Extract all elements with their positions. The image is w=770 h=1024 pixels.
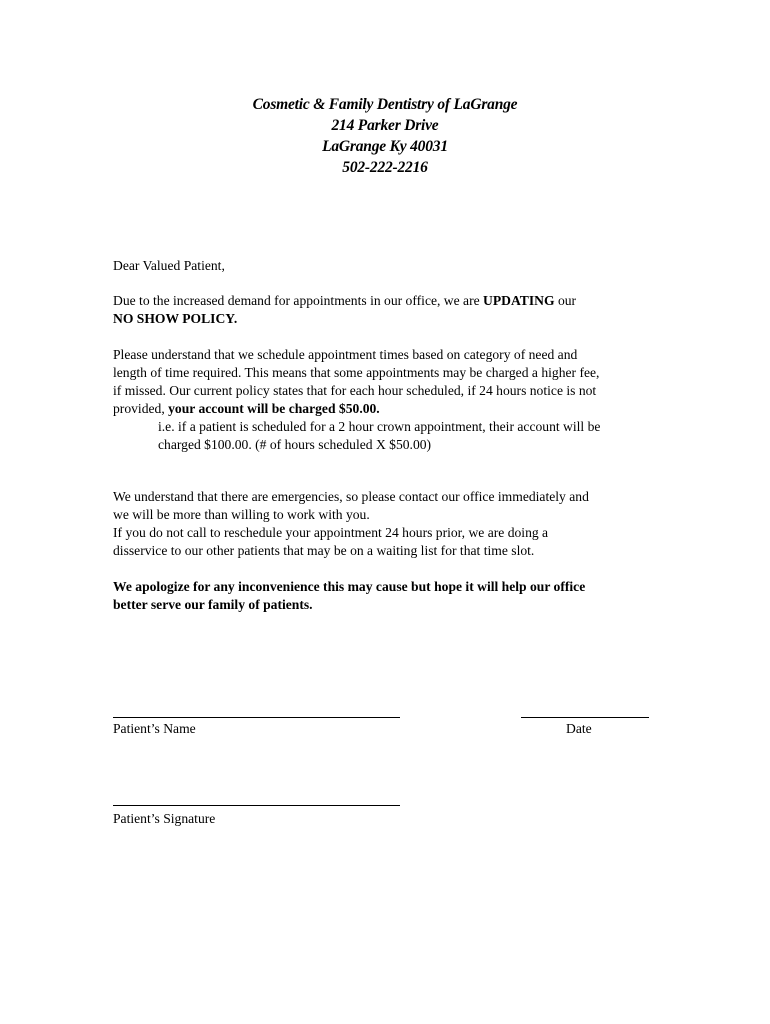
practice-phone: 502-222-2216 <box>342 159 428 176</box>
practice-city-state-zip: LaGrange Ky 40031 <box>322 138 448 155</box>
example-line: charged $100.00. (# of hours scheduled X $50.00) <box>158 437 432 452</box>
apology-paragraph <box>113 578 658 614</box>
policy-line <box>113 400 658 418</box>
charge-statement: your account will be charged $50.00. <box>168 401 380 416</box>
emergency-line: disservice to our other patients that may be on a waiting list for that time slot. <box>113 543 535 558</box>
emergency-paragraph <box>113 488 658 560</box>
example-line: i.e. if a patient is scheduled for a 2 hour crown appointment, their account will be <box>158 419 601 434</box>
emergency-line: If you do not call to reschedule your appointment 24 hours prior, we are doing a <box>113 525 549 540</box>
patient-name-line[interactable] <box>113 717 400 718</box>
policy-line: Please understand that we schedule appointment times based on category of need and <box>113 347 578 362</box>
intro-text-after: our <box>554 293 577 308</box>
emergency-line: We understand that there are emergencies, so please contact our office immediately and <box>113 489 589 504</box>
patient-signature-label: Patient’s Signature <box>113 811 216 826</box>
policy-intro-line <box>113 292 658 310</box>
greeting: Dear Valued Patient, <box>113 258 225 273</box>
practice-street: 214 Parker Drive <box>331 117 439 134</box>
patient-signature-line[interactable] <box>113 805 400 806</box>
intro-text-before: Due to the increased demand for appointments in our office, we are <box>113 293 484 308</box>
patient-name-label: Patient’s Name <box>113 721 196 736</box>
practice-name: Cosmetic & Family Dentistry of LaGrange <box>252 96 518 113</box>
date-line[interactable] <box>521 717 649 718</box>
apology-line: We apologize for any inconvenience this may cause but hope it will help our office <box>113 579 586 594</box>
date-label: Date <box>566 721 592 736</box>
apology-line: better serve our family of patients. <box>113 597 313 612</box>
policy-line: length of time required. This means that some appointments may be charged a higher fee, <box>113 365 600 380</box>
policy-intro-paragraph <box>113 292 658 328</box>
policy-name: NO SHOW POLICY. <box>113 311 238 326</box>
emergency-line: we will be more than willing to work with you. <box>113 507 370 522</box>
updating-emphasis: UPDATING <box>483 293 555 308</box>
policy-line-text: provided, <box>113 401 169 416</box>
letterhead <box>0 94 770 178</box>
policy-details-paragraph <box>113 346 658 454</box>
policy-line: if missed. Our current policy states that for each hour scheduled, if 24 hours notice is not <box>113 383 597 398</box>
